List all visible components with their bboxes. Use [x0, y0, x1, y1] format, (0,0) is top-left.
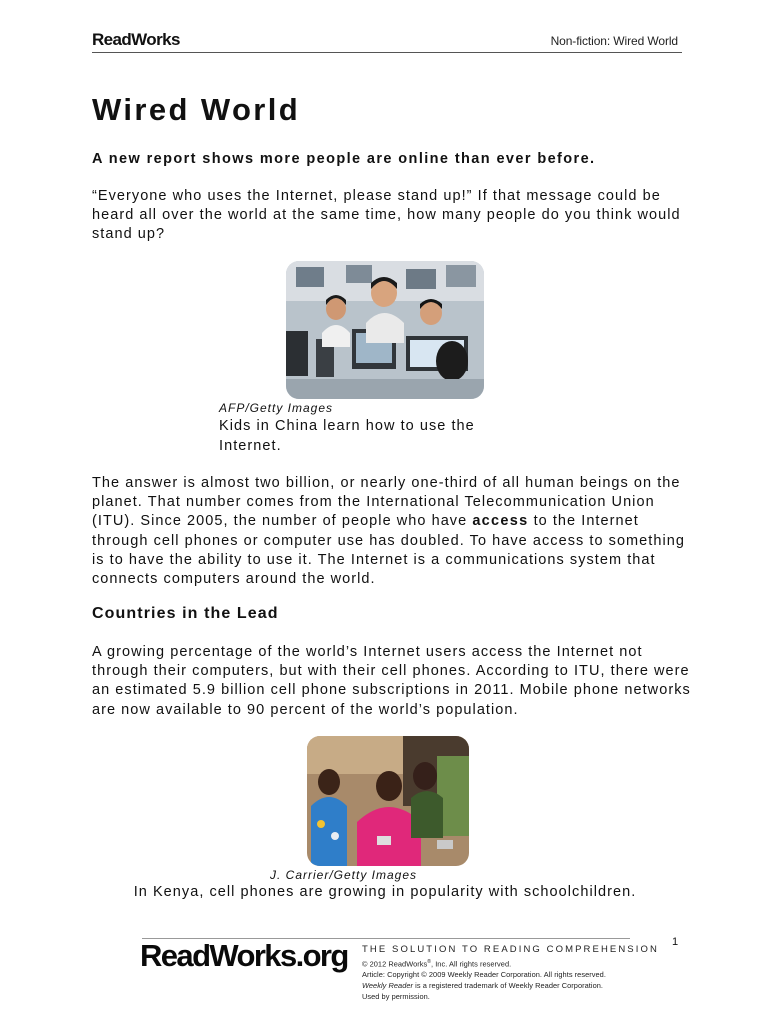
paragraph-cell-phones: A growing percentage of the world’s Internet users access the Internet not through their computers, but with their cell phones. According to ITU, there were an estimated 5.9 billion cell phone subscriptions in 2011. Mobile phone networks are now available to 90 percent of the world’s population.	[92, 644, 691, 718]
article-subtitle: A new report shows more people are online than ever before.	[92, 151, 596, 167]
article-title: Wired World	[92, 92, 301, 127]
photo-kids-computer-lab-image	[286, 261, 484, 399]
vocabulary-word-access: access	[472, 513, 529, 530]
footer-trademark: Weekly Reader is a registered trademark of Weekly Reader Corporation.	[362, 981, 604, 990]
photo1-credit: AFP/Getty Images	[219, 401, 334, 415]
page-number: 1	[672, 936, 679, 948]
photo-kenya-schoolchildren	[307, 736, 469, 866]
readworks-footer-logo: ReadWorks.org	[140, 938, 348, 973]
header-section-label: Non-fiction: Wired World	[550, 34, 678, 48]
photo-kids-computer-lab	[286, 261, 484, 399]
paragraph-intro: “Everyone who uses the Internet, please stand up!” If that message could be heard all over the world at the same time, how many people do you think would stand up?	[92, 188, 681, 243]
photo-kenya-schoolchildren-image	[307, 736, 469, 866]
header-divider	[92, 52, 682, 53]
footer-tagline: THE SOLUTION TO READING COMPREHENSION	[362, 944, 659, 955]
photo2-credit: J. Carrier/Getty Images	[270, 868, 418, 882]
footer-permission: Used by permission.	[362, 992, 430, 1001]
paragraph-answer: The answer is almost two billion, or nearly one-third of all human beings on the planet. That number comes from the International Telecommunication Union (ITU). Since 2005, the number of people who have access to the Internet through cell phones or computer use has doubled. To have access to something is to have the ability to use it. The Internet is a communications system that connects computers around the world.	[92, 475, 685, 588]
footer-copyright: © 2012 ReadWorks®, Inc. All rights reserved.	[362, 959, 512, 969]
section-heading: Countries in the Lead	[92, 605, 279, 622]
photo1-caption: Kids in China learn how to use the Internet.	[219, 418, 475, 454]
readworks-header-logo: ReadWorks	[92, 30, 180, 49]
photo2-caption: In Kenya, cell phones are growing in popularity with schoolchildren.	[133, 884, 637, 900]
footer-article-copyright: Article: Copyright © 2009 Weekly Reader Corporation. All rights reserved.	[362, 970, 606, 979]
